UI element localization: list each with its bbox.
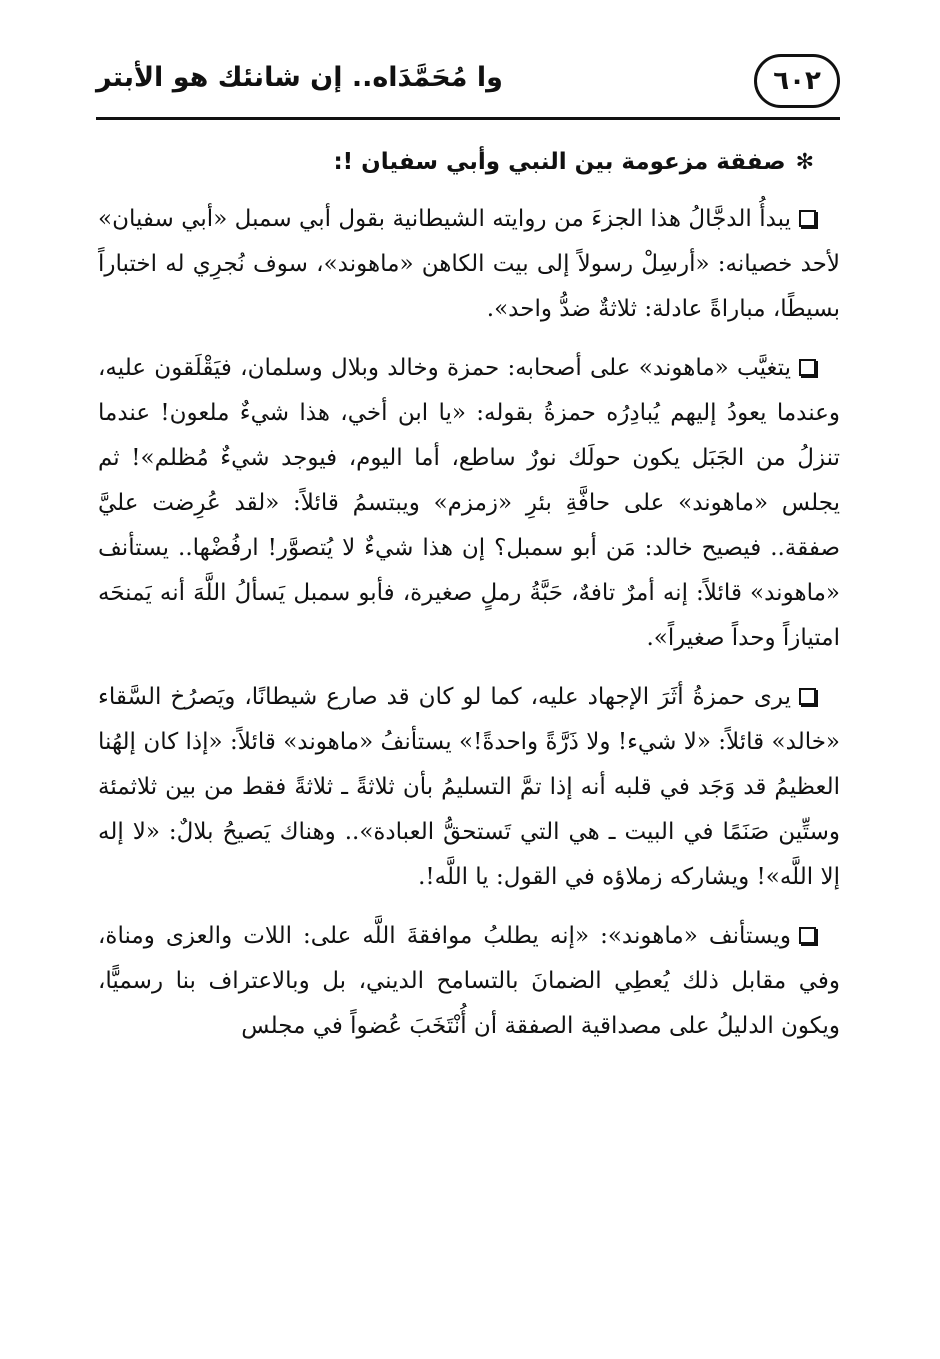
square-bullet-icon bbox=[799, 210, 816, 227]
section-heading-text: صفقة مزعومة بين النبي وأبي سفيان !: bbox=[333, 149, 786, 175]
square-bullet-icon bbox=[799, 927, 816, 944]
asterisk-icon: ✻ bbox=[795, 150, 814, 175]
paragraph-3 bbox=[98, 675, 840, 900]
running-title: وا مُحَمَّدَاه.. إن شانئك هو الأبتر bbox=[96, 62, 503, 93]
paragraph-1 bbox=[98, 197, 840, 332]
page-number: ٦٠٢ bbox=[773, 66, 821, 96]
paragraph-4 bbox=[98, 914, 840, 1049]
paragraph-text: يبدأُ الدجَّالُ هذا الجزءَ من روايته الشيطانية بقول أبي سمبل «أبي سفيان» لأحد خصيانه: «أرسِلْ رسولاً إلى بيت الكاهن «ماهوند»، سوف نُجرِي له اختباراً بسيطًا، مباراةً عادلة: ثلاثةٌ ضدُّ واحد». bbox=[98, 206, 840, 322]
page-number-frame bbox=[754, 54, 840, 108]
page-header bbox=[96, 52, 840, 120]
header-divider bbox=[96, 117, 840, 120]
section-heading bbox=[98, 140, 814, 185]
page-body bbox=[98, 140, 840, 1063]
paragraph-text: يرى حمزةُ أثَرَ الإجهاد عليه، كما لو كان قد صارع شيطانًا، ويَصرُخ السَّقاء «خالد» قائلاً: «لا شيء! ولا ذَرَّةً واحدةً!» يستأنفُ «ماهوند» قائلاً: «إذا كان إلهُنا العظيمُ قد وَجَد في قلبه أنه إذا تمَّ التسليمُ بأن ثلاثةً ـ ثلاثةً فقط من بين ثلاثمئة وستِّين صَنَمًا في البيت ـ هي التي تَستحقُّ العبادة».. وهناك يَصيحُ بلالٌ: «لا إله إلا اللَّه»! ويشاركه زملاؤه في القول: يا اللَّه!. bbox=[98, 684, 840, 890]
square-bullet-icon bbox=[799, 688, 816, 705]
square-bullet-icon bbox=[799, 359, 816, 376]
paragraph-text: ويستأنف «ماهوند»: «إنه يطلبُ موافقةَ اللَّه على: اللات والعزى ومناة، وفي مقابل ذلك يُعطِي الضمانَ بالتسامح الديني، بل وبالاعتراف بنا رسميًّا، ويكون الدليلُ على مصداقية الصفقة أن أُنْتَخَبَ عُضواً في مجلس bbox=[98, 923, 840, 1039]
paragraph-2 bbox=[98, 346, 840, 661]
paragraph-text: يتغيَّب «ماهوند» على أصحابه: حمزة وخالد وبلال وسلمان، فيَقْلَقون عليه، وعندما يعودُ إليهم يُبادِرُه حمزةُ بقوله: «يا ابن أخي، هذا شيءٌ ملعون! عندما تنزلُ من الجَبَل يكون حولَك نورٌ ساطع، أما اليوم، فيوجد شيءٌ مُظلم»! ثم يجلس «ماهوند» على حافَّةِ بئرِ «زمزم» ويبتسمُ قائلاً: «لقد عُرِضت عليَّ صفقة.. فيصيح خالد: مَن أبو سمبل؟ إن هذا شيءٌ لا يُتصوَّر! ارفُضْها.. يستأنف «ماهوند» قائلاً: إنه أمرٌ تافهٌ، حَبَّةُ رملٍ صغيرة، فأبو سمبل يَسألُ اللَّهَ أنه يَمنحَه امتيازاً وحداً صغيراً». bbox=[98, 355, 840, 651]
